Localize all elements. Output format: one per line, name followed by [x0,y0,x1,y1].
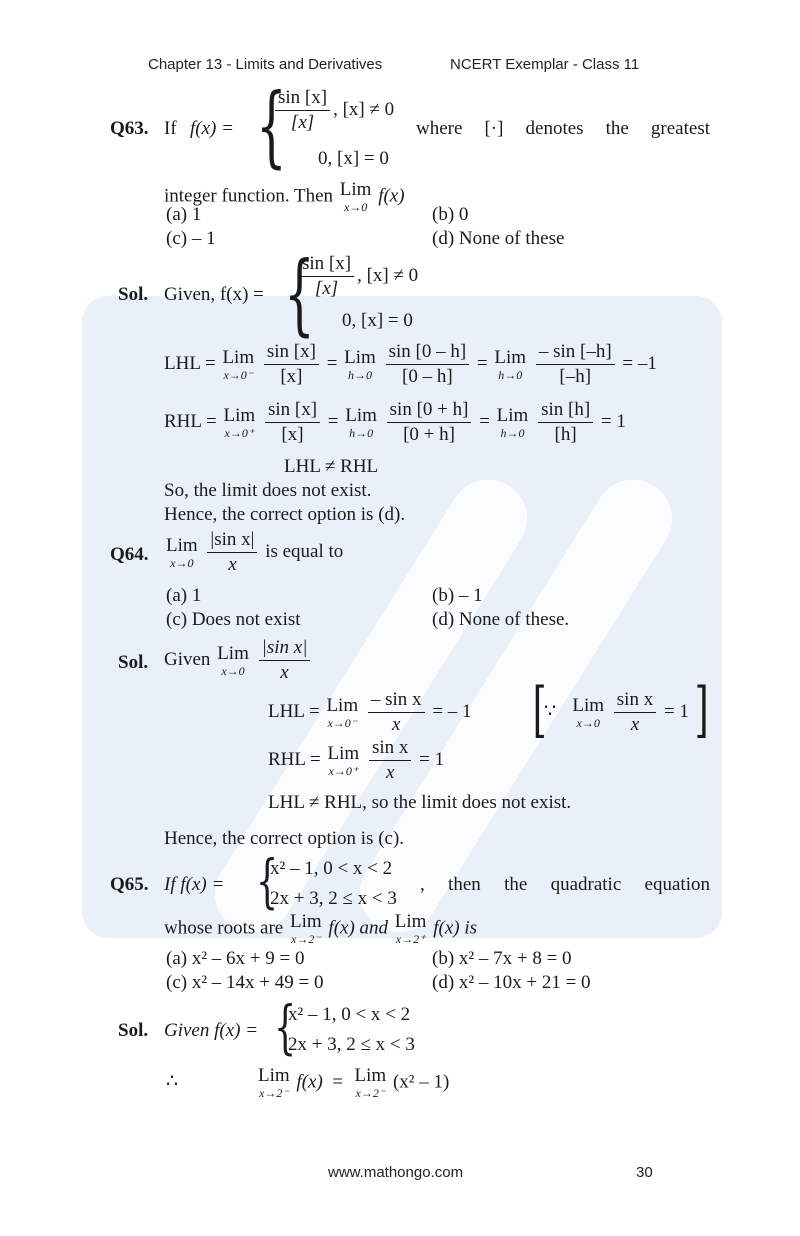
q63-tail: where [·] denotes the greatest [416,118,710,139]
sol63-case2: 0, [x] = 0 [342,310,413,331]
sol64-bracket-open: [ [532,675,547,745]
sol63-brace: { [284,242,315,345]
q65-option-a: (a) x² – 6x + 9 = 0 [166,948,305,969]
q63-brace: { [256,74,287,177]
q64-option-c: (c) Does not exist [166,609,301,630]
sol63-neq: LHL ≠ RHL [284,456,379,477]
q63-option-c: (c) – 1 [166,228,216,249]
q65-option-b: (b) x² – 7x + 8 = 0 [432,948,572,969]
q64-option-b: (b) – 1 [432,585,483,606]
q63-option-d: (d) None of these [432,228,565,249]
header-chapter: Chapter 13 - Limits and Derivatives [148,56,383,73]
sol64-lhl: LHL = Lim x→0⁻ $\frac{\text{– sin x}}{x}$ = – 1 [268,689,472,735]
q63-case2: 0, [x] = 0 [318,148,389,169]
sol64-because: ∵ Lim x→0 $\frac{\text{sin x}}{x}$ = 1 [544,689,689,735]
q63-case1: $\frac{\sin [x]}{[x]}$ , [x] ≠ 0 [272,86,394,135]
footer-page-number: 30 [636,1164,653,1181]
q65-brace: { [256,847,279,915]
q64-expr: Lim x→0 $\frac{\text{|sin x|}}{x}$ is equal to [166,529,344,575]
q64-option-a: (a) 1 [166,585,202,606]
q63-option-a: (a) 1 [166,204,202,225]
q63-if: If [164,118,177,139]
sol64-given: Given Lim x→0 $\frac{\text{|sin x|}}{x}$ [164,636,313,685]
sol65-case2: 2x + 3, 2 ≤ x < 3 [288,1034,415,1055]
sol63-conclusion-1: So, the limit does not exist. [164,480,372,501]
q65-option-d: (d) x² – 10x + 21 = 0 [432,972,591,993]
header-class: NCERT Exemplar - Class 11 [450,56,640,73]
q65-case2: 2x + 3, 2 ≤ x < 3 [270,888,397,909]
q65-option-c: (c) x² – 14x + 49 = 0 [166,972,324,993]
sol65-case1: x² – 1, 0 < x < 2 [288,1004,411,1025]
q65-tail: , then the quadratic equation [420,874,710,895]
sol64-conclusion: Hence, the correct option is (c). [164,828,405,849]
sol65-label: Sol. [118,1020,149,1041]
sol63-conclusion-2: Hence, the correct option is (d). [164,504,406,525]
sol65-limit-line: Lim x→2⁻ f(x) = Lim x→2⁻ (x² – 1) [258,1065,450,1100]
sol64-rhl: RHL = Lim x→0⁺ $\frac{\text{sin x}}{x}$ = 1 [268,737,445,783]
sol65-therefore: ∴ [166,1071,179,1092]
sol63-rhl: RHL = Lim x→0⁺ $\frac{\sin [x]}{[x]}$ = Lim h→0 $\frac{\sin [0 + h]}{[0 + h]}$ = Lim h→0 $\frac{\sin [h]}{[h]}$ = 1 [164,399,626,445]
q63-line2: integer function. Then Lim x→0 f(x) [164,179,405,214]
sol63-given: Given, f(x) = [164,284,264,305]
q65-label: Q65. [110,874,149,895]
footer-website[interactable]: www.mathongo.com [328,1164,464,1181]
sol63-lhl: LHL = Lim x→0⁻ $\frac{\sin [x]}{[x]}$ = Lim h→0 $\frac{\sin [0 - h]}{[0 - h]}$ = Lim h→0 $\frac{- \sin [-h]}{[-h]}$ = –1 [164,341,657,387]
sol64-neq: LHL ≠ RHL, so the limit does not exist. [268,792,572,813]
sol63-case1: $\frac{\sin [x]}{[x]}$ , [x] ≠ 0 [296,252,418,301]
q63-label: Q63. [110,118,149,139]
sol64-label: Sol. [118,652,149,673]
q63-fx: f(x) = [190,118,234,139]
q64-label: Q64. [110,544,149,565]
sol63-label: Sol. [118,284,149,305]
q65-case1: x² – 1, 0 < x < 2 [270,858,393,879]
q65-line2: whose roots are Lim x→2⁻ f(x) and Lim x→2⁺ f(x) is [164,911,478,946]
sol65-given: Given f(x) = [164,1020,259,1041]
q65-if: If f(x) = [164,874,225,895]
sol65-brace: { [274,993,297,1061]
q63-option-b: (b) 0 [432,204,469,225]
sol64-bracket-close: ] [694,675,709,745]
q64-option-d: (d) None of these. [432,609,570,630]
